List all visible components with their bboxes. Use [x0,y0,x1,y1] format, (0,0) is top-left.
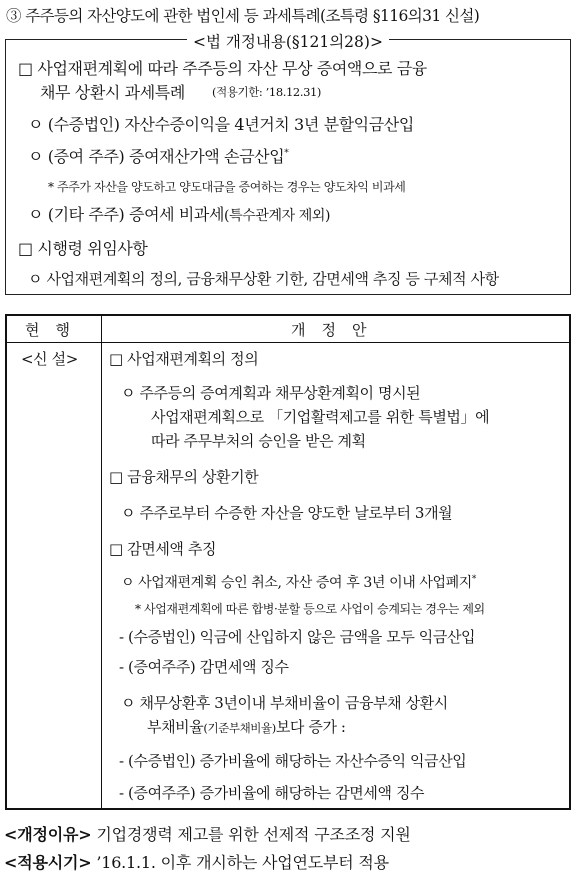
summary-line: □ 사업재편계획에 따라 주주등의 자산 무상 증여액으로 금융 [18,59,427,78]
box-caption: <법 개정내용(§121의28)> [6,30,570,52]
summary-line: ㅇ (증여 주주) 증여재산가액 손금산입* [28,147,289,166]
summary-line: 채무 상환시 과세특례 [40,83,185,102]
comparison-table [5,314,571,810]
apply-line [4,850,389,873]
table-row: 따라 주무부처의 승인을 받은 계획 [151,432,366,450]
header-current: 현행 [25,321,86,339]
table-row: - (증여주주) 증가비율에 해당하는 감면세액 징수 [119,784,425,802]
column-divider [101,316,102,808]
table-row: □ 감면세액 추징 [109,540,217,558]
summary-line: ㅇ (기타 주주) 증여세 비과세(특수관계자 제외) [28,205,331,224]
section-heading: ③ 주주등의 자산양도에 관한 법인세 등 과세특례(조특령 §116의31 신설) [6,7,480,25]
table-row: ㅇ 채무상환후 3년이내 부채비율이 금융부채 상환시 [121,694,448,712]
law-amendment-box [5,33,571,295]
summary-line: □ 시행령 위임사항 [18,239,148,258]
reason-label: <개정이유> [4,825,92,844]
table-row: - (수증법인) 증가비율에 해당하는 자산수증익 익금산입 [119,752,467,770]
apply-label: <적용시기> [4,853,92,872]
summary-line: ㅇ (수증법인) 자산수증이익을 4년거치 3년 분할익금산입 [28,115,414,134]
reason-text: 기업경쟁력 제고를 위한 선제적 구조조정 지원 [96,825,411,844]
table-header-row [7,316,569,343]
summary-deadline: (적용기한: ’18.12.31) [212,85,322,99]
table-row: ㅇ 사업재편계획 승인 취소, 자산 증여 후 3년 이내 사업폐지* [121,574,476,591]
table-row: 부채비율(기준부채비율)보다 증가 : [147,718,346,736]
apply-text: ’16.1.1. 이후 개시하는 사업연도부터 적용 [96,853,389,872]
reason-line [4,822,411,845]
table-row: □ 사업재편계획의 정의 [109,350,259,368]
summary-line: ㅇ 사업재편계획의 정의, 금융채무상환 기한, 감면세액 추징 등 구체적 사항 [28,270,499,288]
table-row: □ 금융채무의 상환기한 [109,468,259,486]
table-row: ㅇ 주주로부터 수증한 자산을 양도한 날로부터 3개월 [121,504,453,522]
table-row: - (수증법인) 익금에 산입하지 않은 금액을 모두 익금산입 [119,628,476,646]
table-row: 사업재편계획으로 「기업활력제고를 위한 특별법」에 [151,408,490,426]
table-footnote: * 사업재편계획에 따른 합병·분할 등으로 사업이 승계되는 경우는 제외 [135,602,485,616]
table-row: - (증여주주) 감면세액 징수 [119,658,289,676]
summary-footnote: * 주주가 자산을 양도하고 양도대금을 증여하는 경우는 양도차익 비과세 [48,180,406,194]
header-revised: 개정안 [291,321,383,339]
table-row: ㅇ 주주등의 증여계획과 채무상환계획이 명시된 [121,384,421,402]
current-value: <신 설> [21,350,78,368]
